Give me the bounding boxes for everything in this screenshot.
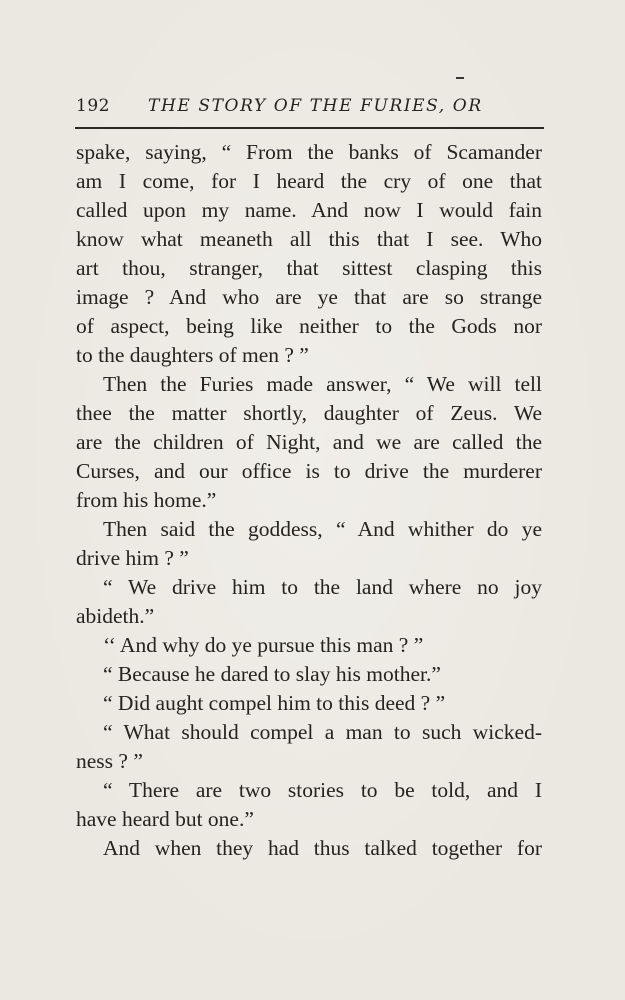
text-line: abideth.” bbox=[76, 604, 155, 628]
text-line: And when they had thus talked together for bbox=[103, 836, 542, 860]
text-line: are the children of Night, and we are called the bbox=[76, 430, 542, 454]
text-line: “ What should compel a man to such wicked- bbox=[103, 720, 542, 744]
text-line: Curses, and our office is to drive the murderer bbox=[76, 459, 542, 483]
text-line: “ Because he dared to slay his mother.” bbox=[103, 662, 441, 686]
running-head bbox=[76, 96, 542, 122]
text-line: called upon my name. And now I would fain bbox=[76, 198, 542, 222]
running-title: THE STORY OF THE FURIES, OR bbox=[148, 96, 483, 116]
text-line: Then the Furies made answer, “ We will tell bbox=[103, 372, 542, 396]
text-line: “ Did aught compel him to this deed ? ” bbox=[103, 691, 446, 715]
body-text bbox=[76, 138, 542, 863]
text-line: drive him ? ” bbox=[76, 546, 189, 570]
text-line: to the daughters of men ? ” bbox=[76, 343, 309, 367]
text-line: Then said the goddess, “ And whither do ye bbox=[103, 517, 542, 541]
text-line: ness ? ” bbox=[76, 749, 143, 773]
text-line: from his home.” bbox=[76, 488, 217, 512]
text-line: ‘‘ And why do ye pursue this man ? ” bbox=[103, 633, 424, 657]
page-number: 192 bbox=[76, 96, 110, 116]
text-line: “ There are two stories to be told, and I bbox=[103, 778, 542, 802]
text-line: “ We drive him to the land where no joy bbox=[103, 575, 542, 599]
text-line: am I come, for I heard the cry of one that bbox=[76, 169, 542, 193]
header-rule bbox=[75, 127, 544, 129]
text-line: thee the matter shortly, daughter of Zeus. We bbox=[76, 401, 542, 425]
text-line: of aspect, being like neither to the Gods nor bbox=[76, 314, 542, 338]
text-line: spake, saying, “ From the banks of Scamander bbox=[76, 140, 542, 164]
text-line: have heard but one.” bbox=[76, 807, 254, 831]
text-line: image ? And who are ye that are so strange bbox=[76, 285, 542, 309]
ink-mark bbox=[456, 77, 464, 79]
text-line: art thou, stranger, that sittest clasping this bbox=[76, 256, 542, 280]
text-line: know what meaneth all this that I see. Who bbox=[76, 227, 542, 251]
